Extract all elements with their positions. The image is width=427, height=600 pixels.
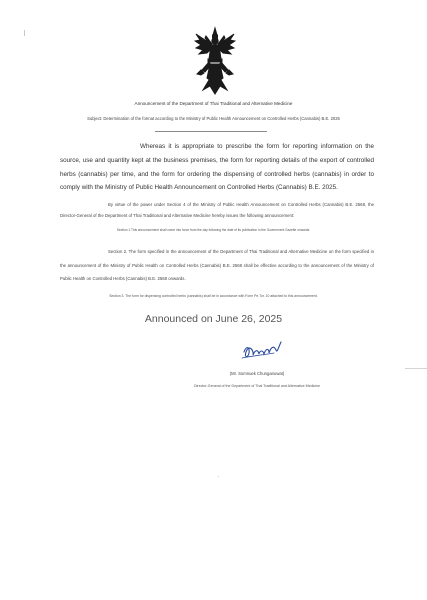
signer-title: Director-General of the Department of Thai Traditional and Alternative Medicine — [194, 384, 320, 388]
header-divider — [155, 131, 267, 132]
section-3: Section 3. The form for dispensing controlled herbs (cannabis) shall be in accordance with Form Pe.Tor. 10 attached to this announcement. — [109, 294, 318, 298]
scan-speck — [218, 476, 219, 477]
announced-date: Announced on June 26, 2025 — [144, 313, 283, 325]
section-1: Section 1 This announcement shall come into force from the day following the date of its publication in the Government Gazette onwards. — [116, 228, 311, 232]
section-2: Section 2. The form specified in the announcement of the Department of Thai Traditional and Alternative Medicine on the form specified in the announcement of the Ministry of Public Health on Controlled Herbs (Cannabis) B.E. 2568 shall be effective according to the announcement of the Ministry of Public Health on Controlled Herbs (Cannabis) B.E. 2568 onwards. — [60, 249, 374, 281]
signer-name: (Mr. Somnuek Chunganuwat) — [229, 371, 285, 376]
garuda-emblem-icon — [194, 26, 236, 96]
authority-paragraph: By virtue of the power under Section 4 of the Ministry of Public Health Announcement on Controlled Herbs (Cannabis) B.E. 2568, the Director-General of the Department of Thai Traditional and Alternative Medicine hereby issues the following announcement: — [60, 202, 374, 218]
preamble-paragraph: Whereas it is appropriate to prescribe the form for reporting information on the source, use and quantity kept at the business premises, the form for reporting details of the export of controlled herbs (cannabis) per time, and the form for ordering the dispensing of controlled herbs (cannabis) in order to comply with the Ministry of Public Health Announcement on Controlled Herbs (Cannabis) B.E. 2025. — [60, 143, 374, 192]
announcement-subject: Subject: Determination of the format according to the Ministry of Public Health Announcement on Controlled Herbs (Cannabis) B.E. 2025 — [87, 116, 340, 121]
scan-mark — [405, 368, 427, 369]
handwritten-signature — [240, 338, 286, 364]
scan-mark — [24, 30, 25, 36]
announcement-title: Announcement of the Department of Thai Traditional and Alternative Medicine — [134, 101, 293, 106]
